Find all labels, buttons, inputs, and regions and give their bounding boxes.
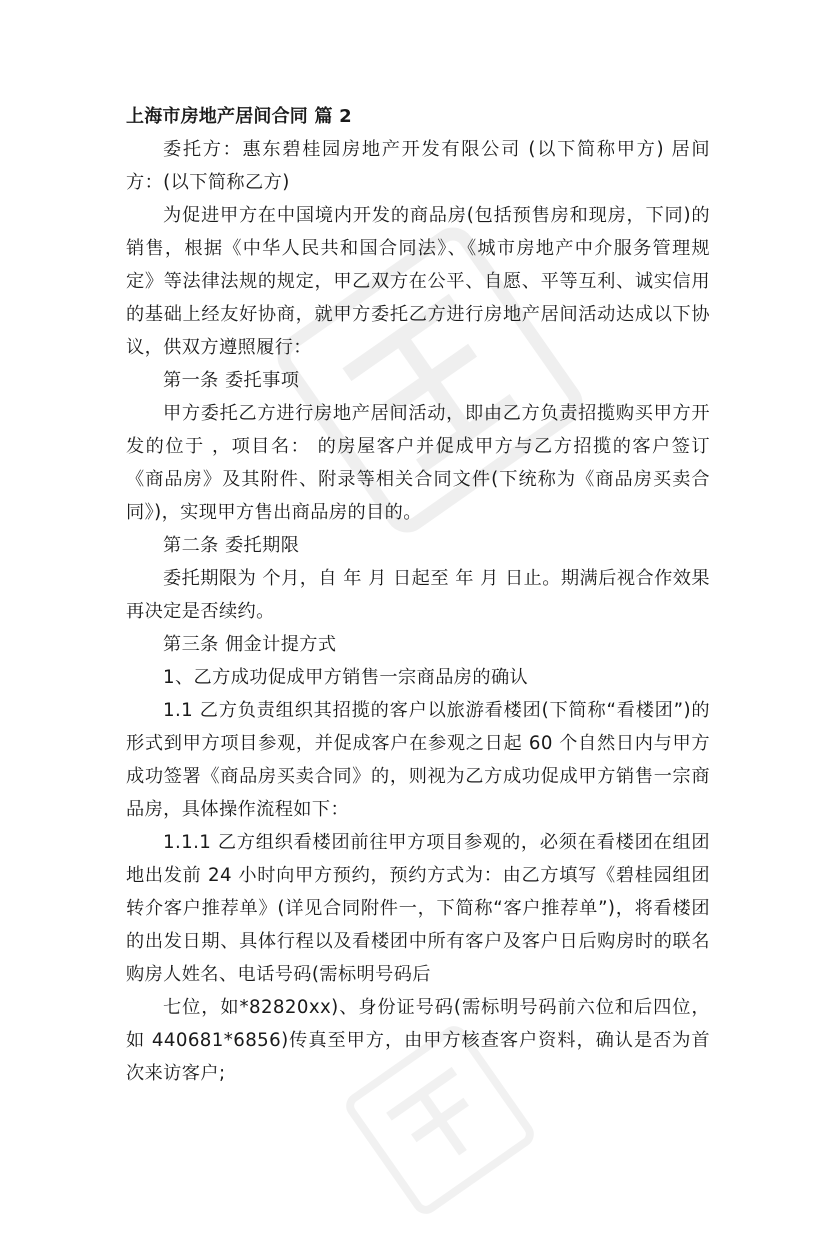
paragraph-clause-1-1-1: 1.1.1 乙方组织看楼团前往甲方项目参观的，必须在看楼团在组团地出发前 24 小时向甲方预约，预约方式为：由乙方填写《碧桂园组团转介客户推荐单》(详见合同附件一，下简称“客户推荐单”)，将看楼团的出发日期、具体行程以及看楼团中所有客户及客户日后购房时的联名购房人姓名、电话号码(需标明号码后 bbox=[126, 832, 710, 985]
paragraph-article-1: 甲方委托乙方进行房地产居间活动，即由乙方负责招揽购买甲方开发的位于 ，项目名： 的房屋客户并促成甲方与乙方招揽的客户签订《商品房》及其附件、附录等相关合同文件(下统称为《商品房买卖合同》)，实现甲方售出商品房的目的。 bbox=[126, 403, 710, 523]
heading-article-3: 第三条 佣金计提方式 bbox=[163, 634, 337, 655]
paragraph-article-2: 委托期限为 个月，自 年 月 日起至 年 月 日止。期满后视合作效果再决定是否续约。 bbox=[126, 568, 710, 622]
paragraph-clause-continued: 七位，如*82820xx)、身份证号码(需标明号码前六位和后四位，如 440681*6856)传真至甲方，由甲方核查客户资料，确认是否为首次来访客户; bbox=[126, 997, 710, 1084]
paragraph-parties: 委托方：惠东碧桂园房地产开发有限公司 (以下简称甲方) 居间方：(以下简称乙方) bbox=[126, 139, 710, 193]
document-body bbox=[126, 100, 710, 1090]
heading-section-1: 1、乙方成功促成甲方销售一宗商品房的确认 bbox=[163, 667, 529, 688]
document-title: 上海市房地产居间合同 篇 2 bbox=[126, 106, 352, 127]
paragraph-clause-1-1: 1.1 乙方负责组织其招揽的客户以旅游看楼团(下简称“看楼团”)的形式到甲方项目参观，并促成客户在参观之日起 60 个自然日内与甲方成功签署《商品房买卖合同》的，则视为乙方成功促成甲方销售一宗商品房，具体操作流程如下： bbox=[126, 700, 710, 820]
paragraph-preamble: 为促进甲方在中国境内开发的商品房(包括预售房和现房，下同)的销售，根据《中华人民共和国合同法》、《城市房地产中介服务管理规定》等法律法规的规定，甲乙双方在公平、自愿、平等互利、诚实信用的基础上经友好协商，就甲方委托乙方进行房地产居间活动达成以下协议，供双方遵照履行： bbox=[126, 205, 710, 358]
heading-article-1: 第一条 委托事项 bbox=[163, 370, 300, 391]
heading-article-2: 第二条 委托期限 bbox=[163, 535, 300, 556]
